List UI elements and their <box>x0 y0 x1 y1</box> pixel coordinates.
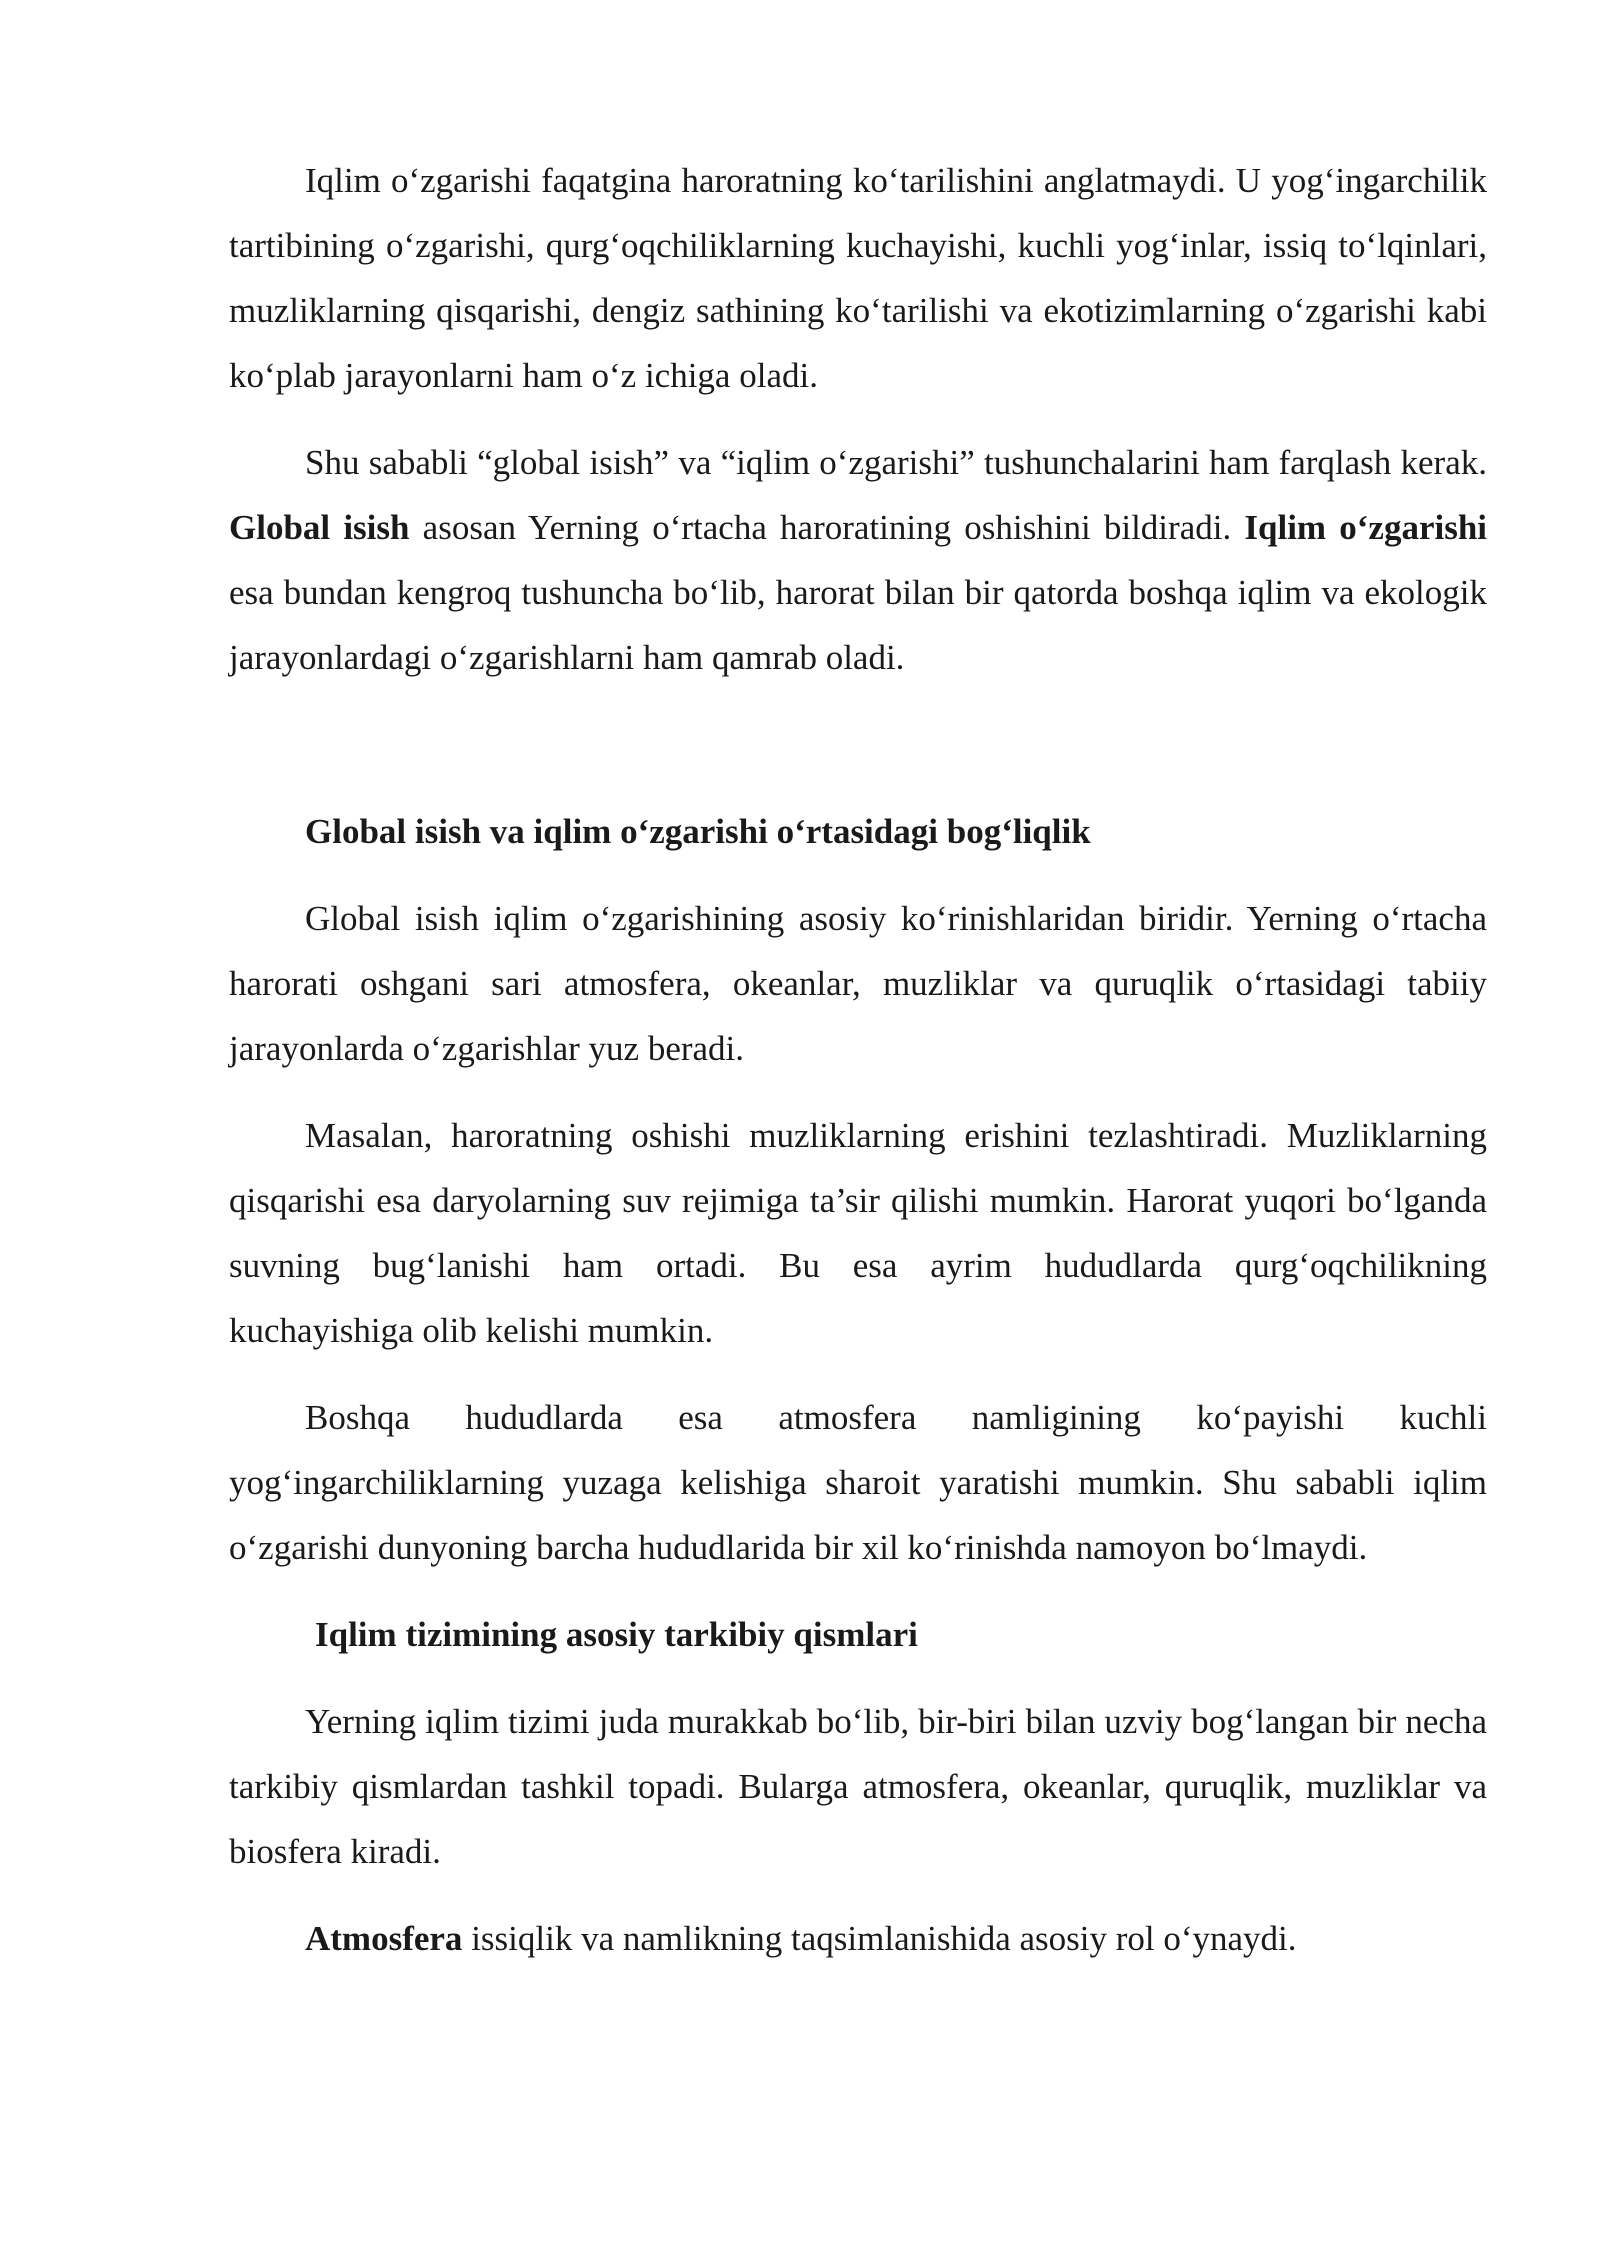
term-climate-change: Iqlim o‘zgarishi <box>1244 508 1488 547</box>
paragraph-climate-system-components: Yerning iqlim tizimi juda murakkab bo‘lib, bir-biri bilan uzviy bog‘langan bir necha tarkibiy qismlardan tashkil topadi. Bularga atmosfera, okeanlar, quruqlik, muzliklar va biosfera kiradi. <box>229 1702 1487 1871</box>
term-global-warming: Global isish <box>229 508 410 547</box>
paragraph-example-glaciers: Masalan, haroratning oshishi muzliklarning erishini tezlashtiradi. Muzliklarning qisqarishi esa daryolarning suv rejimiga ta’sir qilishi mumkin. Harorat yuqori bo‘lganda suvning bug‘lanishi ham ortadi. Bu esa ayrim hududlarda qurg‘oqchilikning kuchayishiga olib kelishi mumkin. <box>229 1116 1487 1350</box>
paragraph-atmosphere-role <box>229 1906 1487 1971</box>
paragraph-terms-distinction <box>229 430 1487 690</box>
paragraph-regional-differences: Boshqa hududlarda esa atmosfera namligining ko‘payishi kuchli yog‘ingarchiliklarning yuzaga kelishiga sharoit yaratishi mumkin. Shu sababli iqlim o‘zgarishi dunyoning barcha hududlarida bir xil ko‘rinishda namoyon bo‘lmaydi. <box>229 1398 1487 1567</box>
paragraph-text: esa bundan kengroq tushuncha bo‘lib, harorat bilan bir qatorda boshqa iqlim va ekologik jarayonlardagi o‘zgarishlarni ham qamrab oladi. <box>229 573 1487 677</box>
paragraph-global-warming-manifestation: Global isish iqlim o‘zgarishining asosiy ko‘rinishlaridan biridir. Yerning o‘rtacha harorati oshgani sari atmosfera, okeanlar, muzliklar va quruqlik o‘rtasidagi tabiiy jarayonlarda o‘zgarishlar yuz beradi. <box>229 899 1487 1068</box>
paragraph-text: issiqlik va namlikning taqsimlanishida asosiy rol o‘ynaydi. <box>462 1919 1297 1958</box>
section-heading-climate-system: Iqlim tizimining asosiy tarkibiy qismlari <box>315 1615 918 1654</box>
term-atmosphere: Atmosfera <box>305 1919 463 1958</box>
paragraph-climate-change-scope: Iqlim o‘zgarishi faqatgina haroratning ko‘tarilishini anglatmaydi. U yog‘ingarchilik tartibining o‘zgarishi, qurg‘oqchiliklarning kuchayishi, kuchli yog‘inlar, issiq to‘lqinlari, muzliklarning qisqarishi, dengiz sathining ko‘tarilishi va ekotizimlarning o‘zgarishi kabi ko‘plab jarayonlarni ham o‘z ichiga oladi. <box>229 161 1487 395</box>
section-heading-relationship: Global isish va iqlim o‘zgarishi o‘rtasidagi bog‘liqlik <box>305 812 1091 851</box>
paragraph-text: Shu sababli “global isish” va “iqlim o‘zgarishi” tushunchalarini ham farqlash kerak. <box>305 443 1487 482</box>
paragraph-text: asosan Yerning o‘rtacha haroratining oshishini bildiradi. <box>409 508 1245 547</box>
